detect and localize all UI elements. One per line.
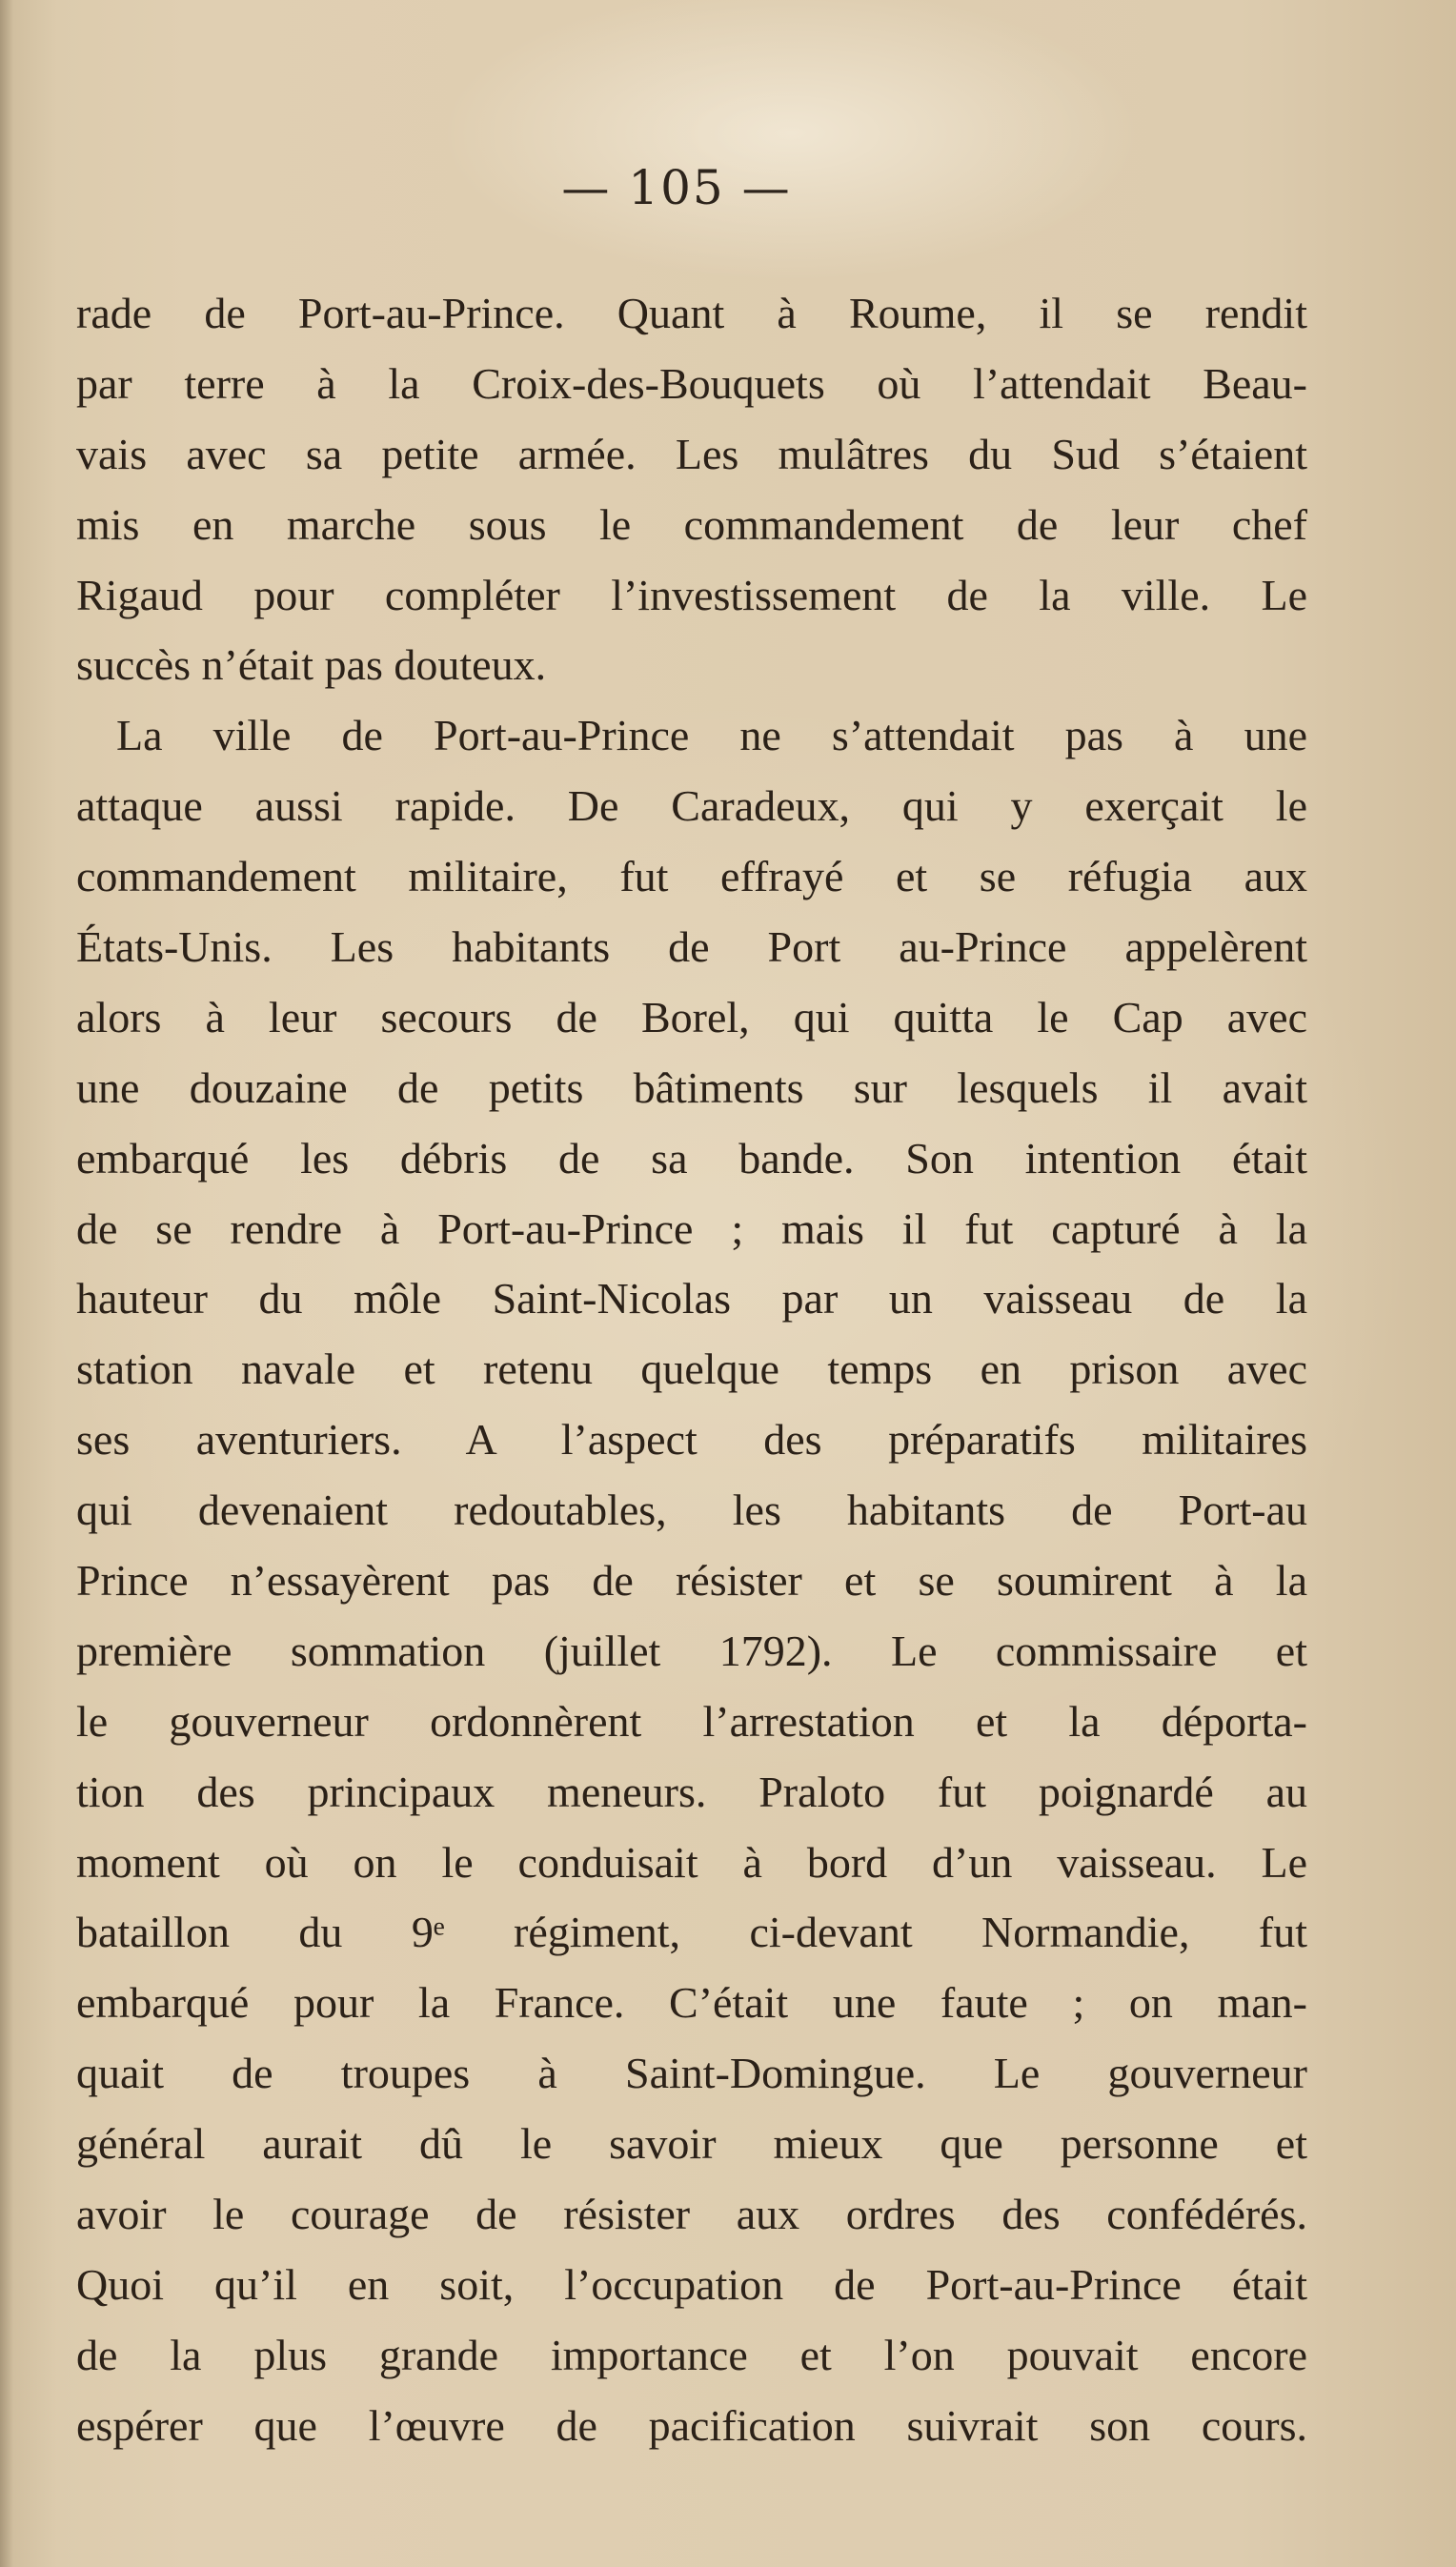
paragraph-last-line: succès n’était pas douteux. xyxy=(76,640,547,690)
text-line: avoir le courage de résister aux ordres des confédérés. xyxy=(76,2190,1307,2239)
body-text xyxy=(76,278,1307,2461)
text-line: quait de troupes à Saint-Domingue. Le gouverneur xyxy=(76,2049,1307,2098)
page-gutter-shadow xyxy=(0,0,13,2567)
text-line: le gouverneur ordonnèrent l’arrestation et la déporta- xyxy=(76,1696,1307,1746)
text-line: tion des principaux meneurs. Praloto fut poignardé au xyxy=(76,1767,1307,1816)
text-line: station navale et retenu quelque temps en prison avec xyxy=(76,1344,1307,1394)
text-line: ses aventuriers. A l’aspect des préparatifs militaires xyxy=(76,1415,1307,1465)
text-line: embarqué les débris de sa bande. Son intention était xyxy=(76,1133,1307,1182)
text-line: de la plus grande importance et l’on pouvait encore xyxy=(76,2330,1307,2379)
text-line: attaque aussi rapide. De Caradeux, qui y exerçait le xyxy=(76,781,1307,831)
text-line: hauteur du môle Saint-Nicolas par un vaisseau de la xyxy=(76,1274,1307,1324)
text-line: Quoi qu’il en soit, l’occupation de Port-au-Prince était xyxy=(76,2259,1307,2309)
text-line: États-Unis. Les habitants de Port au-Prince appelèrent xyxy=(76,922,1307,972)
text-line: embarqué pour la France. C’était une faute ; on man- xyxy=(76,1978,1307,2028)
text-line: commandement militaire, fut effrayé et se réfugia aux xyxy=(76,852,1307,901)
text-line: alors à leur secours de Borel, qui quitta le Cap avec xyxy=(76,992,1307,1041)
text-line: rade de Port-au-Prince. Quant à Roume, il se rendit xyxy=(76,289,1307,337)
text-line: de se rendre à Port-au-Prince ; mais il fut capturé à la xyxy=(76,1203,1307,1253)
paragraph-first-line: La ville de Port-au-Prince ne s’attendait pas à une xyxy=(116,711,1307,760)
text-line: mis en marche sous le commandement de leur chef xyxy=(76,499,1307,549)
text-line: première sommation (juillet 1792). Le commissaire et xyxy=(76,1626,1307,1675)
text-line: vais avec sa petite armée. Les mulâtres du Sud s’étaient xyxy=(76,429,1307,478)
text-line: Prince n’essayèrent pas de résister et se soumirent à la xyxy=(76,1556,1307,1606)
text-line: qui devenaient redoutables, les habitants de Port-au xyxy=(76,1486,1307,1535)
text-line: bataillon du 9ᵉ régiment, ci-devant Normandie, fut xyxy=(76,1908,1307,1957)
text-line: une douzaine de petits bâtiments sur lesquels il avait xyxy=(76,1062,1307,1112)
text-line: moment où on le conduisait à bord d’un vaisseau. Le xyxy=(76,1837,1307,1887)
text-line: espérer que l’œuvre de pacification suivrait son cours. xyxy=(76,2400,1307,2450)
text-line: général aurait dû le savoir mieux que personne et xyxy=(76,2119,1307,2169)
page-number: — 105 — xyxy=(561,160,792,215)
text-line: Rigaud pour compléter l’investissement de la ville. Le xyxy=(76,570,1307,619)
text-line: par terre à la Croix-des-Bouquets où l’attendait Beau- xyxy=(76,358,1307,408)
